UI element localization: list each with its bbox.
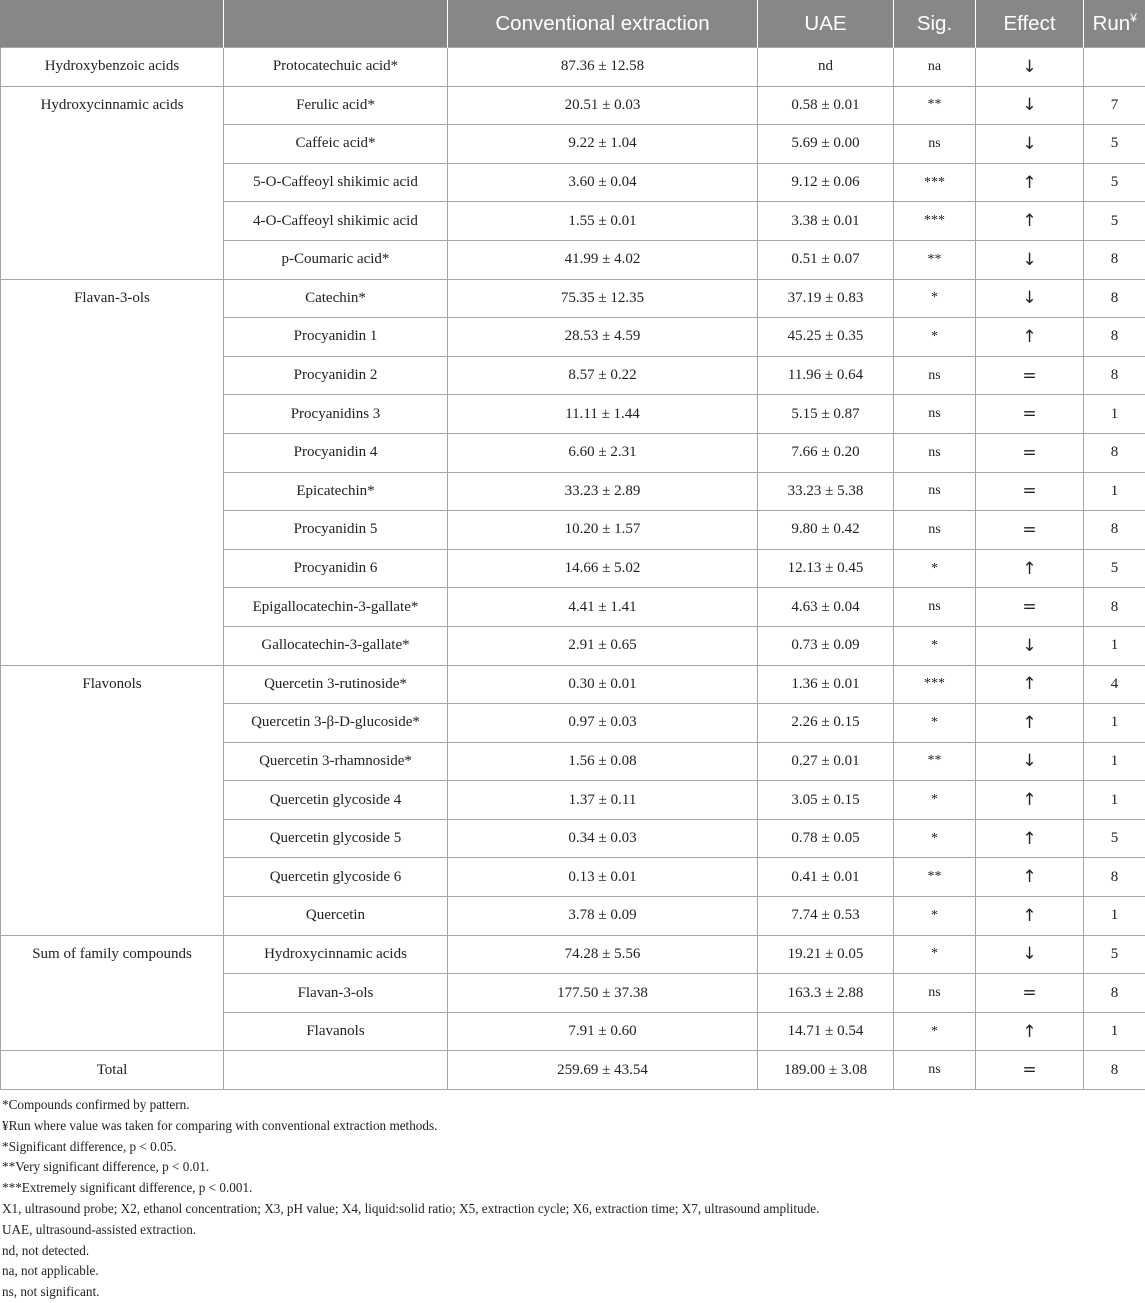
significance-cell: *	[894, 1012, 976, 1051]
effect-cell: ↓	[976, 48, 1084, 87]
significance-cell: ns	[894, 974, 976, 1013]
significance-cell: ns	[894, 356, 976, 395]
effect-cell: ↑	[976, 318, 1084, 357]
effect-cell: ↑	[976, 1012, 1084, 1051]
footnote: ¥Run where value was taken for comparing with conventional extraction methods.	[2, 1116, 1145, 1137]
compound-cell: p-Coumaric acid*	[224, 240, 448, 279]
significance-cell: ns	[894, 472, 976, 511]
compound-cell: 4-O-Caffeoyl shikimic acid	[224, 202, 448, 241]
uae-cell: 5.15 ± 0.87	[758, 395, 894, 434]
effect-cell: ↓	[976, 125, 1084, 164]
effect-cell: ↑	[976, 202, 1084, 241]
effect-cell: ↑	[976, 781, 1084, 820]
table-row	[1, 86, 1145, 125]
uae-cell: 3.05 ± 0.15	[758, 781, 894, 820]
uae-cell: 7.74 ± 0.53	[758, 897, 894, 936]
run-cell: 1	[1084, 626, 1145, 665]
run-cell: 5	[1084, 549, 1145, 588]
conventional-cell: 28.53 ± 4.59	[448, 318, 758, 357]
uae-cell: nd	[758, 48, 894, 87]
run-cell: 7	[1084, 86, 1145, 125]
footnote: *Compounds confirmed by pattern.	[2, 1095, 1145, 1116]
run-cell: 8	[1084, 588, 1145, 627]
uae-cell: 11.96 ± 0.64	[758, 356, 894, 395]
run-cell: 1	[1084, 395, 1145, 434]
effect-cell: =	[976, 433, 1084, 472]
compound-cell: Quercetin glycoside 5	[224, 819, 448, 858]
effect-cell: =	[976, 356, 1084, 395]
significance-cell: *	[894, 549, 976, 588]
conventional-cell: 75.35 ± 12.35	[448, 279, 758, 318]
effect-cell: =	[976, 974, 1084, 1013]
significance-cell: *	[894, 897, 976, 936]
significance-cell: **	[894, 86, 976, 125]
header-run-sup: ¥	[1130, 11, 1137, 25]
run-cell: 1	[1084, 1012, 1145, 1051]
significance-cell: ns	[894, 433, 976, 472]
effect-cell: =	[976, 472, 1084, 511]
footnote: UAE, ultrasound-assisted extraction.	[2, 1220, 1145, 1241]
effect-cell: ↓	[976, 279, 1084, 318]
run-cell: 5	[1084, 163, 1145, 202]
compound-cell: Caffeic acid*	[224, 125, 448, 164]
table-row	[1, 48, 1145, 87]
effect-cell: =	[976, 511, 1084, 550]
run-cell: 1	[1084, 781, 1145, 820]
conventional-cell: 1.56 ± 0.08	[448, 742, 758, 781]
run-cell: 1	[1084, 897, 1145, 936]
significance-cell: na	[894, 48, 976, 87]
effect-cell: =	[976, 1051, 1084, 1090]
effect-cell: ↓	[976, 240, 1084, 279]
significance-cell: ns	[894, 395, 976, 434]
header-row	[1, 0, 1145, 48]
uae-cell: 3.38 ± 0.01	[758, 202, 894, 241]
uae-cell: 12.13 ± 0.45	[758, 549, 894, 588]
conventional-cell: 41.99 ± 4.02	[448, 240, 758, 279]
table-row	[1, 665, 1145, 704]
effect-cell: ↓	[976, 626, 1084, 665]
conventional-cell: 0.34 ± 0.03	[448, 819, 758, 858]
compound-cell: Hydroxycinnamic acids	[224, 935, 448, 974]
run-cell: 1	[1084, 742, 1145, 781]
uae-cell: 0.78 ± 0.05	[758, 819, 894, 858]
uae-cell: 2.26 ± 0.15	[758, 704, 894, 743]
uae-cell: 9.80 ± 0.42	[758, 511, 894, 550]
run-cell: 5	[1084, 935, 1145, 974]
conventional-cell: 3.78 ± 0.09	[448, 897, 758, 936]
compound-cell: Gallocatechin-3-gallate*	[224, 626, 448, 665]
uae-cell: 0.58 ± 0.01	[758, 86, 894, 125]
conventional-cell: 259.69 ± 43.54	[448, 1051, 758, 1090]
run-cell: 5	[1084, 202, 1145, 241]
footnote: *Significant difference, p < 0.05.	[2, 1137, 1145, 1158]
family-cell: Hydroxycinnamic acids	[1, 86, 224, 279]
effect-cell: =	[976, 588, 1084, 627]
uae-cell: 9.12 ± 0.06	[758, 163, 894, 202]
footnote: ***Extremely significant difference, p < 0.001.	[2, 1178, 1145, 1199]
conventional-cell: 10.20 ± 1.57	[448, 511, 758, 550]
effect-cell: ↓	[976, 742, 1084, 781]
header-uae: UAE	[758, 0, 894, 48]
significance-cell: ***	[894, 202, 976, 241]
uae-cell: 0.51 ± 0.07	[758, 240, 894, 279]
compound-cell: 5-O-Caffeoyl shikimic acid	[224, 163, 448, 202]
run-cell: 1	[1084, 472, 1145, 511]
compound-cell: Quercetin 3-β-D-glucoside*	[224, 704, 448, 743]
significance-cell: ns	[894, 125, 976, 164]
run-cell: 8	[1084, 511, 1145, 550]
header-run	[1084, 0, 1145, 48]
table-body	[1, 48, 1145, 1090]
conventional-cell: 177.50 ± 37.38	[448, 974, 758, 1013]
conventional-cell: 0.97 ± 0.03	[448, 704, 758, 743]
uae-cell: 5.69 ± 0.00	[758, 125, 894, 164]
significance-cell: ns	[894, 588, 976, 627]
compound-cell: Quercetin glycoside 4	[224, 781, 448, 820]
header-conventional: Conventional extraction	[448, 0, 758, 48]
effect-cell: =	[976, 395, 1084, 434]
conventional-cell: 1.37 ± 0.11	[448, 781, 758, 820]
conventional-cell: 3.60 ± 0.04	[448, 163, 758, 202]
compound-cell: Procyanidin 4	[224, 433, 448, 472]
compound-cell: Epigallocatechin-3-gallate*	[224, 588, 448, 627]
uae-cell: 0.73 ± 0.09	[758, 626, 894, 665]
compound-cell: Epicatechin*	[224, 472, 448, 511]
conventional-cell: 6.60 ± 2.31	[448, 433, 758, 472]
family-cell: Flavan-3-ols	[1, 279, 224, 665]
run-cell: 8	[1084, 433, 1145, 472]
conventional-cell: 7.91 ± 0.60	[448, 1012, 758, 1051]
uae-cell: 4.63 ± 0.04	[758, 588, 894, 627]
run-cell: 8	[1084, 974, 1145, 1013]
compound-cell: Quercetin 3-rhamnoside*	[224, 742, 448, 781]
conventional-cell: 11.11 ± 1.44	[448, 395, 758, 434]
uae-cell: 14.71 ± 0.54	[758, 1012, 894, 1051]
table-row	[1, 1051, 1145, 1090]
significance-cell: ns	[894, 1051, 976, 1090]
conventional-cell: 20.51 ± 0.03	[448, 86, 758, 125]
run-cell: 8	[1084, 1051, 1145, 1090]
significance-cell: *	[894, 935, 976, 974]
conventional-cell: 8.57 ± 0.22	[448, 356, 758, 395]
footnote: na, not applicable.	[2, 1261, 1145, 1282]
conventional-cell: 4.41 ± 1.41	[448, 588, 758, 627]
family-cell: Sum of family compounds	[1, 935, 224, 1051]
compound-cell: Quercetin glycoside 6	[224, 858, 448, 897]
uae-cell: 0.41 ± 0.01	[758, 858, 894, 897]
compound-cell: Procyanidin 6	[224, 549, 448, 588]
effect-cell: ↓	[976, 935, 1084, 974]
run-cell	[1084, 48, 1145, 87]
effect-cell: ↑	[976, 704, 1084, 743]
header-compound	[224, 0, 448, 48]
significance-cell: *	[894, 819, 976, 858]
significance-cell: **	[894, 858, 976, 897]
family-cell: Total	[1, 1051, 224, 1090]
significance-cell: **	[894, 240, 976, 279]
effect-cell: ↑	[976, 665, 1084, 704]
footnote: nd, not detected.	[2, 1241, 1145, 1262]
conventional-cell: 9.22 ± 1.04	[448, 125, 758, 164]
run-cell: 8	[1084, 858, 1145, 897]
uae-cell: 189.00 ± 3.08	[758, 1051, 894, 1090]
compound-cell: Flavan-3-ols	[224, 974, 448, 1013]
compound-cell: Catechin*	[224, 279, 448, 318]
header-sig: Sig.	[894, 0, 976, 48]
run-cell: 8	[1084, 356, 1145, 395]
significance-cell: *	[894, 781, 976, 820]
uae-cell: 163.3 ± 2.88	[758, 974, 894, 1013]
table-header	[1, 0, 1145, 48]
compound-cell: Procyanidins 3	[224, 395, 448, 434]
significance-cell: ***	[894, 665, 976, 704]
uae-cell: 0.27 ± 0.01	[758, 742, 894, 781]
significance-cell: *	[894, 704, 976, 743]
significance-cell: ns	[894, 511, 976, 550]
effect-cell: ↑	[976, 858, 1084, 897]
compound-cell: Procyanidin 2	[224, 356, 448, 395]
conventional-cell: 14.66 ± 5.02	[448, 549, 758, 588]
significance-cell: ***	[894, 163, 976, 202]
run-cell: 4	[1084, 665, 1145, 704]
family-cell: Hydroxybenzoic acids	[1, 48, 224, 87]
conventional-cell: 33.23 ± 2.89	[448, 472, 758, 511]
compound-cell	[224, 1051, 448, 1090]
compound-cell: Quercetin	[224, 897, 448, 936]
significance-cell: *	[894, 318, 976, 357]
uae-cell: 37.19 ± 0.83	[758, 279, 894, 318]
uae-cell: 19.21 ± 0.05	[758, 935, 894, 974]
uae-cell: 7.66 ± 0.20	[758, 433, 894, 472]
significance-cell: *	[894, 279, 976, 318]
conventional-cell: 87.36 ± 12.58	[448, 48, 758, 87]
header-family	[1, 0, 224, 48]
run-cell: 5	[1084, 819, 1145, 858]
family-cell: Flavonols	[1, 665, 224, 935]
run-cell: 1	[1084, 704, 1145, 743]
compound-cell: Quercetin 3-rutinoside*	[224, 665, 448, 704]
header-effect: Effect	[976, 0, 1084, 48]
effect-cell: ↑	[976, 897, 1084, 936]
compound-cell: Procyanidin 1	[224, 318, 448, 357]
conventional-cell: 1.55 ± 0.01	[448, 202, 758, 241]
conventional-cell: 74.28 ± 5.56	[448, 935, 758, 974]
run-cell: 8	[1084, 279, 1145, 318]
uae-cell: 33.23 ± 5.38	[758, 472, 894, 511]
compound-cell: Ferulic acid*	[224, 86, 448, 125]
run-cell: 5	[1084, 125, 1145, 164]
effect-cell: ↑	[976, 819, 1084, 858]
table-row	[1, 935, 1145, 974]
compound-cell: Procyanidin 5	[224, 511, 448, 550]
compound-cell: Protocatechuic acid*	[224, 48, 448, 87]
footnote: ns, not significant.	[2, 1282, 1145, 1303]
run-cell: 8	[1084, 240, 1145, 279]
conventional-cell: 0.30 ± 0.01	[448, 665, 758, 704]
footnote: X1, ultrasound probe; X2, ethanol concentration; X3, pH value; X4, liquid:solid ratio; X5, extraction cycle; X6, extraction time; X7, ultrasound amplitude.	[2, 1199, 1145, 1220]
effect-cell: ↓	[976, 86, 1084, 125]
table-row	[1, 279, 1145, 318]
uae-cell: 45.25 ± 0.35	[758, 318, 894, 357]
conventional-cell: 0.13 ± 0.01	[448, 858, 758, 897]
footnotes	[0, 1090, 1145, 1303]
conventional-cell: 2.91 ± 0.65	[448, 626, 758, 665]
significance-cell: *	[894, 626, 976, 665]
uae-cell: 1.36 ± 0.01	[758, 665, 894, 704]
compound-cell: Flavanols	[224, 1012, 448, 1051]
effect-cell: ↑	[976, 163, 1084, 202]
footnote: **Very significant difference, p < 0.01.	[2, 1157, 1145, 1178]
effect-cell: ↑	[976, 549, 1084, 588]
significance-cell: **	[894, 742, 976, 781]
run-cell: 8	[1084, 318, 1145, 357]
header-run-label: Run	[1093, 12, 1131, 35]
